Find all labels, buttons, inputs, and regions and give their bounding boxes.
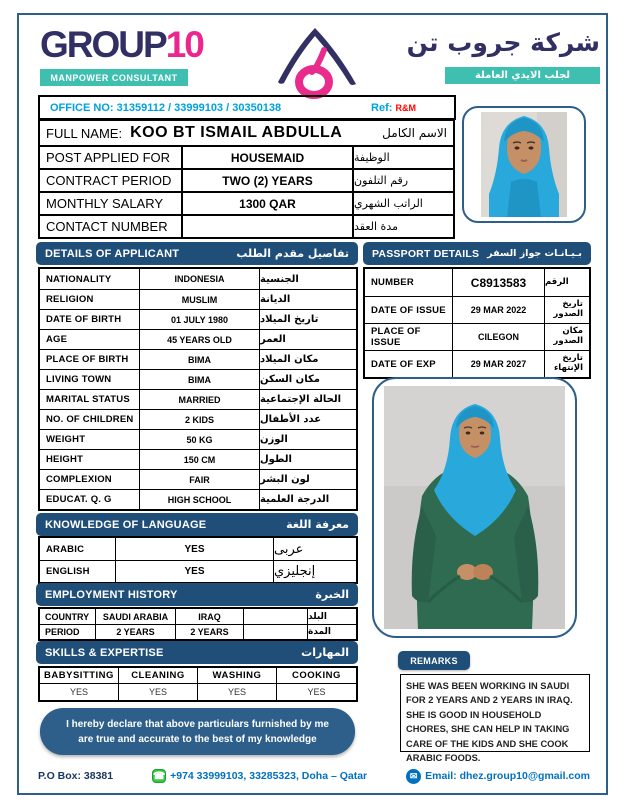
- row-label: COUNTRY: [40, 609, 96, 624]
- footer: [38, 764, 590, 788]
- skill-value: YES: [307, 687, 326, 697]
- fullbody-photo-image: [384, 386, 565, 629]
- row-arabic: الديانة: [260, 294, 291, 305]
- table-row: [40, 214, 453, 237]
- office-number-bar: [38, 95, 456, 120]
- row-label: CONTACT NUMBER: [40, 216, 183, 237]
- row-arabic: الحالة الإجتماعية: [260, 394, 342, 405]
- passport-section-header: [363, 242, 591, 265]
- company-name-arabic: شركة جروب تن: [406, 28, 600, 57]
- skill-column: BABYSITTING: [40, 668, 119, 683]
- row-label: AGE: [40, 330, 140, 349]
- row-value: BIMA: [140, 370, 260, 389]
- row-arabic: المدة: [308, 627, 332, 637]
- row-label: POST APPLIED FOR: [40, 147, 183, 168]
- logo-ten-text: 10: [165, 24, 203, 65]
- row-value: TWO (2) YEARS: [183, 170, 354, 191]
- table-row: [40, 168, 453, 191]
- section-title: PASSPORT DETAILS: [372, 247, 480, 260]
- row-arabic: الراتب الشهري: [354, 197, 423, 210]
- row-label: DATE OF EXP: [365, 351, 453, 377]
- row-arabic: لون البشر: [260, 474, 310, 485]
- logo-tagline: MANPOWER CONSULTANT: [40, 69, 188, 86]
- row-arabic: الدرجة العلمية: [260, 494, 330, 505]
- row-label: NUMBER: [365, 269, 453, 296]
- row-cell: 2 YEARS: [96, 625, 176, 639]
- section-title-arabic: الخبرة: [315, 588, 349, 601]
- row-label: ENGLISH: [40, 561, 116, 582]
- table-row: [40, 369, 356, 389]
- row-value: 01 JULY 1980: [140, 310, 260, 329]
- row-value: 150 CM: [140, 450, 260, 469]
- declaration-pill: I hereby declare that above particulars furnished by me are true and accurate to the best of my knowledge: [40, 708, 355, 755]
- employment-section-header: [36, 583, 358, 606]
- row-arabic: تاريخ الإنتهاء: [553, 353, 583, 373]
- table-row: [40, 269, 356, 289]
- row-arabic: عدد الأطفال: [260, 414, 322, 425]
- phone-text: +974 33999103, 33285323, Doha – Qatar: [170, 770, 368, 782]
- row-label: CONTRACT PERIOD: [40, 170, 183, 191]
- table-row: [365, 323, 589, 350]
- table-row: [40, 389, 356, 409]
- table-row: [40, 191, 453, 214]
- table-row: [40, 624, 356, 639]
- whatsapp-icon: ☎: [152, 770, 166, 782]
- row-label: NATIONALITY: [40, 269, 140, 289]
- language-section-header: [36, 513, 358, 536]
- section-title: SKILLS & EXPERTISE: [45, 646, 164, 659]
- row-arabic: العمر: [260, 334, 286, 345]
- row-label: PLACE OF BIRTH: [40, 350, 140, 369]
- row-value: HIGH SCHOOL: [140, 490, 260, 509]
- reference: [371, 102, 416, 114]
- full-name-label: FULL NAME:: [46, 125, 123, 141]
- skills-header-row: [40, 668, 356, 683]
- row-label: HEIGHT: [40, 450, 140, 469]
- row-label: LIVING TOWN: [40, 370, 140, 389]
- row-label: MARITAL STATUS: [40, 390, 140, 409]
- portrait-photo-image: [481, 112, 567, 217]
- section-title: DETAILS OF APPLICANT: [45, 247, 180, 260]
- table-row: [40, 489, 356, 509]
- row-arabic: مدة العقد: [354, 220, 398, 233]
- row-value: 29 MAR 2027: [453, 351, 545, 377]
- table-row: [40, 329, 356, 349]
- skills-table: [38, 666, 358, 702]
- table-row: [40, 429, 356, 449]
- row-label: MONTHLY SALARY: [40, 193, 183, 214]
- details-section-header: [36, 242, 358, 265]
- table-row: [40, 145, 453, 168]
- row-label: DATE OF ISSUE: [365, 297, 453, 323]
- section-title-arabic: معرفة اللغة: [286, 518, 349, 531]
- section-title-arabic: تفاصيل مقدم الطلب: [236, 247, 349, 260]
- main-info-table: [38, 119, 455, 239]
- table-row: [40, 349, 356, 369]
- row-value: [183, 216, 354, 237]
- table-row: [40, 309, 356, 329]
- table-row: [40, 538, 356, 560]
- skill-column: CLEANING: [119, 668, 198, 683]
- employment-table: [38, 607, 358, 641]
- row-label: DATE OF BIRTH: [40, 310, 140, 329]
- skill-column: COOKING: [292, 670, 341, 681]
- phone-contact: [152, 769, 367, 783]
- full-name-arabic: الاسم الكامل: [382, 126, 447, 140]
- company-tagline-arabic: لجلب الايدي العاملة: [445, 67, 600, 84]
- row-value: INDONESIA: [140, 269, 260, 289]
- row-cell: SAUDI ARABIA: [96, 609, 176, 624]
- skills-section-header: [36, 641, 358, 664]
- row-arabic: تاريخ الميلاد: [260, 314, 319, 325]
- row-arabic: الرقم: [545, 276, 569, 287]
- full-name-row: [40, 121, 453, 145]
- row-arabic: إنجليزي: [274, 564, 316, 579]
- row-value: YES: [116, 561, 274, 582]
- ref-label: Ref:: [371, 101, 393, 114]
- row-arabic: رقم التلفون: [354, 174, 409, 187]
- row-value: MUSLIM: [140, 290, 260, 309]
- table-row: [365, 269, 589, 296]
- table-row: [40, 409, 356, 429]
- skill-value: YES: [40, 684, 119, 700]
- row-value: HOUSEMAID: [183, 147, 354, 168]
- row-arabic: الوظيفة: [354, 151, 390, 164]
- email-contact: [406, 769, 590, 784]
- row-value: 1300 QAR: [183, 193, 354, 214]
- row-arabic: تاريخ الصدور: [553, 299, 583, 319]
- row-value: 2 KIDS: [140, 410, 260, 429]
- row-arabic: مكان السكن: [260, 374, 320, 385]
- row-value: BIMA: [140, 350, 260, 369]
- row-value: YES: [116, 538, 274, 560]
- table-row: [40, 289, 356, 309]
- skill-value: YES: [119, 684, 198, 700]
- row-arabic: الطول: [260, 454, 292, 465]
- row-cell: [244, 609, 308, 624]
- remarks-text: SHE WAS BEEN WORKING IN SAUDI FOR 2 YEARS AND 2 YEARS IN IRAQ. SHE IS GOOD IN HOUSEHOLD CHORES, SHE CAN HELP IN TAKING CARE OF THE KIDS AND SHE COOK ARABIC FOODS.: [400, 674, 590, 752]
- table-row: [40, 609, 356, 624]
- section-title-arabic: بـيـانـات جواز السفر: [487, 248, 582, 259]
- drop-monogram-icon: [268, 20, 364, 104]
- row-arabic: مكان الميلاد: [260, 354, 319, 365]
- row-value: 29 MAR 2022: [453, 297, 545, 323]
- skill-column: WASHING: [198, 668, 277, 683]
- po-box-text: P.O Box: 38381: [38, 770, 114, 782]
- passport-table: [363, 267, 591, 379]
- row-label: PLACE OF ISSUE: [365, 324, 453, 350]
- row-value: C8913583: [453, 269, 545, 296]
- ref-value: R&M: [395, 102, 416, 113]
- full-name-value: KOO BT ISMAIL ABDULLA: [130, 124, 343, 141]
- row-cell: IRAQ: [176, 609, 244, 624]
- email-text: Email: dhez.group10@gmail.com: [425, 770, 590, 782]
- applicant-fullbody-photo: [372, 377, 577, 638]
- row-label: COMPLEXION: [40, 470, 140, 489]
- row-value: FAIR: [140, 470, 260, 489]
- row-arabic: البلد: [308, 611, 328, 622]
- row-arabic: الوزن: [260, 434, 288, 445]
- logo-group-text: GROUP: [40, 24, 166, 65]
- row-label: RELIGION: [40, 290, 140, 309]
- row-label: NO. OF CHILDREN: [40, 410, 140, 429]
- row-value: 45 YEARS OLD: [140, 330, 260, 349]
- row-value: 50 KG: [140, 430, 260, 449]
- row-label: ARABIC: [40, 538, 116, 560]
- row-arabic: الجنسية: [260, 273, 299, 285]
- table-row: [40, 449, 356, 469]
- skill-value: YES: [198, 684, 277, 700]
- remarks-badge: REMARKS: [398, 651, 470, 670]
- row-value: CILEGON: [453, 324, 545, 350]
- row-cell: [244, 625, 308, 639]
- section-title-arabic: المهارات: [301, 646, 349, 659]
- office-number-text: OFFICE NO: 31359112 / 33999103 / 30350138: [50, 101, 282, 114]
- table-row: [40, 469, 356, 489]
- table-row: [365, 350, 589, 377]
- details-table: [38, 267, 358, 511]
- group10-logo: [40, 26, 203, 63]
- email-icon: ✉: [406, 769, 421, 784]
- applicant-portrait-photo: [462, 106, 586, 223]
- row-label: WEIGHT: [40, 430, 140, 449]
- row-label: EDUCAT. Q. G: [40, 490, 140, 509]
- skills-value-row: [40, 683, 356, 700]
- row-label: PERIOD: [40, 625, 96, 639]
- row-arabic: عربى: [274, 541, 304, 557]
- section-title: KNOWLEDGE OF LANGUAGE: [45, 518, 207, 531]
- section-title: EMPLOYMENT HISTORY: [45, 588, 178, 601]
- language-table: [38, 536, 358, 584]
- row-cell: 2 YEARS: [176, 625, 244, 639]
- table-row: [365, 296, 589, 323]
- table-row: [40, 560, 356, 582]
- row-arabic: مكان الصدور: [553, 326, 583, 346]
- row-value: MARRIED: [140, 390, 260, 409]
